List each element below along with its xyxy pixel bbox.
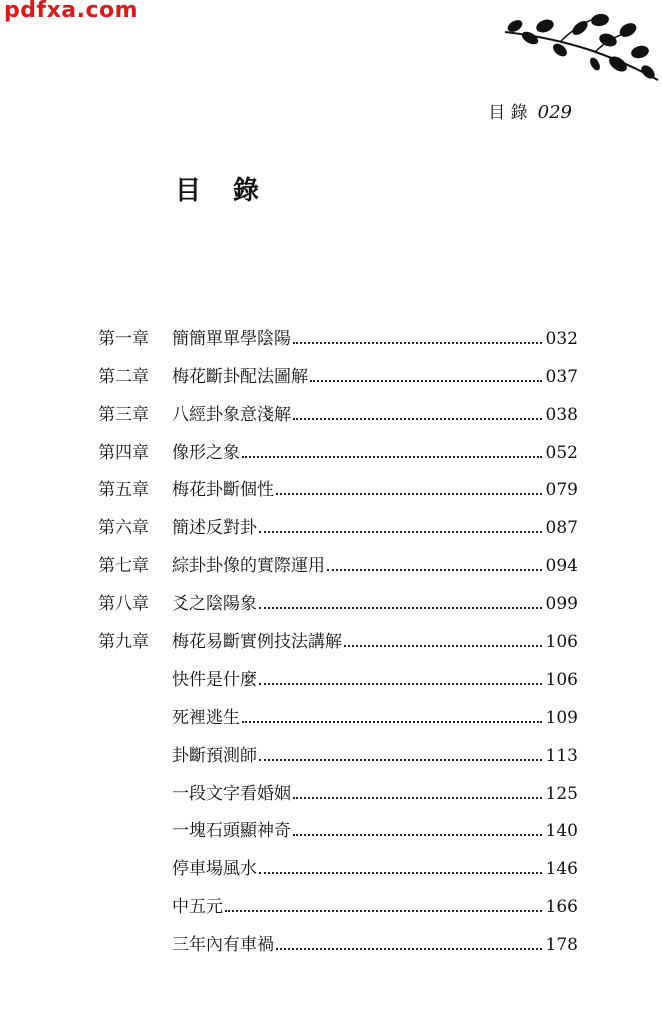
toc-title: 卦斷預測師 bbox=[172, 745, 257, 766]
toc-title: 一塊石頭顯神奇 bbox=[172, 821, 291, 842]
toc-chapter-number: 第六章 bbox=[98, 518, 149, 539]
toc-entry bbox=[98, 804, 578, 842]
toc-title: 死裡逃生 bbox=[172, 707, 240, 728]
toc-title: 停車場風水 bbox=[172, 859, 257, 880]
toc-entry bbox=[98, 387, 578, 425]
toc-leader-dots bbox=[242, 456, 542, 458]
toc-chapter-number: 第五章 bbox=[98, 480, 149, 501]
toc-page-number: 125 bbox=[545, 783, 578, 804]
toc-chapter-number: 第一章 bbox=[98, 328, 149, 349]
toc-leader-dots bbox=[259, 683, 542, 685]
toc-entry bbox=[98, 538, 578, 576]
toc-title: 梅花易斷實例技法講解 bbox=[172, 632, 342, 653]
running-head-label: 目 錄 bbox=[488, 103, 528, 123]
toc-leader-dots bbox=[293, 418, 542, 420]
toc-entry bbox=[98, 841, 578, 879]
running-head-page: 029 bbox=[537, 102, 572, 123]
toc-page-number: 109 bbox=[545, 707, 578, 728]
toc-page-number: 178 bbox=[545, 935, 578, 956]
toc-chapter-number: 第八章 bbox=[98, 594, 149, 615]
toc-chapter-number: 第九章 bbox=[98, 632, 149, 653]
toc-entry bbox=[98, 690, 578, 728]
toc-leader-dots bbox=[259, 531, 542, 533]
toc-page-number: 079 bbox=[545, 480, 578, 501]
toc-entry bbox=[98, 879, 578, 917]
toc-entry bbox=[98, 614, 578, 652]
toc-title: 簡簡單單學陰陽 bbox=[172, 328, 291, 349]
toc-page-number: 032 bbox=[545, 328, 578, 349]
toc-page-number: 038 bbox=[545, 404, 578, 425]
toc-page-number: 094 bbox=[545, 556, 578, 577]
toc-title: 一段文字看婚姻 bbox=[172, 783, 291, 804]
toc-entry bbox=[98, 766, 578, 804]
toc-entry bbox=[98, 349, 578, 387]
toc-entry bbox=[98, 652, 578, 690]
toc-entry bbox=[98, 463, 578, 501]
toc-chapter-number: 第二章 bbox=[98, 366, 149, 387]
toc-page-number: 106 bbox=[545, 632, 578, 653]
toc-page-number: 140 bbox=[545, 821, 578, 842]
toc-page-number: 087 bbox=[545, 518, 578, 539]
toc-leader-dots bbox=[276, 948, 542, 950]
toc-leader-dots bbox=[225, 910, 542, 912]
toc-page-number: 146 bbox=[545, 859, 578, 880]
toc-entry bbox=[98, 728, 578, 766]
toc-leader-dots bbox=[310, 380, 542, 382]
toc-title: 八經卦象意淺解 bbox=[172, 404, 291, 425]
table-of-contents bbox=[98, 311, 578, 955]
toc-title: 三年內有車禍 bbox=[172, 935, 274, 956]
watermark-logo: pdfxa.com bbox=[4, 0, 139, 23]
toc-chapter-number: 第四章 bbox=[98, 442, 149, 463]
toc-title: 爻之陰陽象 bbox=[172, 594, 257, 615]
toc-title: 快件是什麼 bbox=[172, 669, 257, 690]
toc-title: 簡述反對卦 bbox=[172, 518, 257, 539]
toc-page-number: 052 bbox=[545, 442, 578, 463]
toc-entry bbox=[98, 576, 578, 614]
toc-chapter-number: 第三章 bbox=[98, 404, 149, 425]
page-title: 目錄 bbox=[175, 176, 292, 206]
toc-leader-dots bbox=[259, 872, 542, 874]
toc-leader-dots bbox=[276, 493, 542, 495]
toc-leader-dots bbox=[259, 607, 542, 609]
toc-page-number: 166 bbox=[545, 897, 578, 918]
toc-entry bbox=[98, 917, 578, 955]
toc-leader-dots bbox=[242, 721, 542, 723]
toc-entry bbox=[98, 311, 578, 349]
toc-page-number: 113 bbox=[545, 745, 578, 766]
toc-leader-dots bbox=[293, 797, 542, 799]
toc-page-number: 099 bbox=[545, 594, 578, 615]
leaf-branch-icon bbox=[500, 12, 660, 92]
running-head bbox=[488, 98, 572, 123]
toc-title: 中五元 bbox=[172, 897, 223, 918]
toc-leader-dots bbox=[293, 834, 542, 836]
toc-title: 梅花卦斷個性 bbox=[172, 480, 274, 501]
toc-chapter-number: 第七章 bbox=[98, 556, 149, 577]
toc-page-number: 037 bbox=[545, 366, 578, 387]
toc-entry bbox=[98, 425, 578, 463]
toc-leader-dots bbox=[259, 759, 542, 761]
toc-leader-dots bbox=[344, 645, 542, 647]
toc-leader-dots bbox=[293, 342, 542, 344]
toc-title: 綜卦卦像的實際運用 bbox=[172, 556, 325, 577]
toc-leader-dots bbox=[327, 569, 542, 571]
toc-title: 梅花斷卦配法圖解 bbox=[172, 366, 308, 387]
toc-page-number: 106 bbox=[545, 669, 578, 690]
toc-entry bbox=[98, 500, 578, 538]
toc-title: 像形之象 bbox=[172, 442, 240, 463]
